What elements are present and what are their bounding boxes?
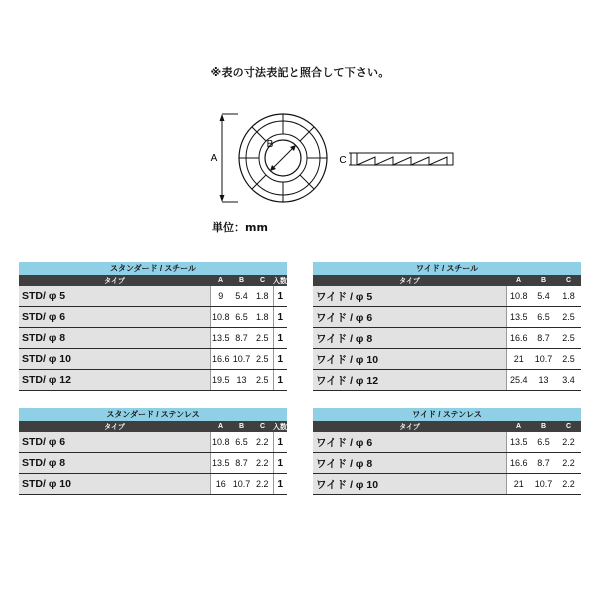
cell-qty: 1	[273, 474, 287, 495]
cell-qty: 1	[273, 307, 287, 328]
cell-type: ワイド / φ 10	[313, 349, 506, 370]
cell-qty: 1	[273, 328, 287, 349]
cell-c: 1.8	[252, 286, 273, 307]
table-row	[19, 453, 287, 474]
table-row	[19, 474, 287, 495]
cell-a: 10.8	[210, 307, 231, 328]
cell-b: 10.7	[231, 474, 252, 495]
cell-a: 21	[506, 474, 531, 495]
cell-c: 2.5	[556, 307, 581, 328]
cell-type: ワイド / φ 8	[313, 453, 506, 474]
cell-a: 21	[506, 349, 531, 370]
cell-type: STD/ φ 6	[19, 432, 210, 453]
cell-type: STD/ φ 8	[19, 328, 210, 349]
table-title: スタンダード / スチール	[19, 262, 287, 275]
cell-c: 2.5	[252, 328, 273, 349]
label-a: A	[210, 153, 218, 164]
cell-a: 25.4	[506, 370, 531, 391]
col-header: A	[506, 421, 531, 432]
cell-b: 10.7	[231, 349, 252, 370]
cell-type: STD/ φ 5	[19, 286, 210, 307]
table-title: スタンダード / ステンレス	[19, 408, 287, 421]
cell-type: ワイド / φ 12	[313, 370, 506, 391]
cell-type: ワイド / φ 8	[313, 328, 506, 349]
table-row	[313, 307, 581, 328]
cell-c: 2.2	[252, 453, 273, 474]
col-header: 入数	[273, 275, 287, 286]
cell-b: 5.4	[231, 286, 252, 307]
cell-qty: 1	[273, 370, 287, 391]
cell-a: 9	[210, 286, 231, 307]
cell-qty: 1	[273, 286, 287, 307]
cell-a: 16.6	[210, 349, 231, 370]
col-header: B	[231, 421, 252, 432]
cell-a: 16	[210, 474, 231, 495]
col-header: B	[531, 421, 556, 432]
cell-qty: 1	[273, 432, 287, 453]
cell-b: 5.4	[531, 286, 556, 307]
table-wide-stainless	[313, 408, 581, 495]
cell-a: 19.5	[210, 370, 231, 391]
cell-type: STD/ φ 12	[19, 370, 210, 391]
cell-type: STD/ φ 10	[19, 474, 210, 495]
table-row	[19, 286, 287, 307]
unit-label: 単位：mm	[212, 221, 268, 234]
table-row	[313, 328, 581, 349]
cell-a: 13.5	[210, 453, 231, 474]
cell-a: 13.5	[506, 307, 531, 328]
table-row	[313, 349, 581, 370]
cell-c: 3.4	[556, 370, 581, 391]
cell-c: 2.2	[252, 474, 273, 495]
col-header: C	[556, 275, 581, 286]
cell-a: 10.8	[506, 286, 531, 307]
cell-a: 16.6	[506, 328, 531, 349]
cell-qty: 1	[273, 349, 287, 370]
cell-b: 8.7	[531, 453, 556, 474]
cell-c: 2.2	[556, 432, 581, 453]
label-b: B	[266, 139, 274, 150]
table-row	[313, 453, 581, 474]
cell-qty: 1	[273, 453, 287, 474]
col-header: タイプ	[313, 421, 506, 432]
cell-c: 2.2	[252, 432, 273, 453]
cell-c: 2.5	[556, 349, 581, 370]
table-title: ワイド / スチール	[313, 262, 581, 275]
col-header: C	[252, 275, 273, 286]
table-wide-steel	[313, 262, 581, 391]
table-row	[19, 328, 287, 349]
cell-a: 13.5	[210, 328, 231, 349]
cell-a: 16.6	[506, 453, 531, 474]
col-header: A	[210, 421, 231, 432]
col-header: タイプ	[19, 421, 210, 432]
cell-c: 2.2	[556, 453, 581, 474]
col-header: タイプ	[19, 275, 210, 286]
table-row	[313, 432, 581, 453]
table-row	[313, 370, 581, 391]
washer-diagram	[200, 102, 460, 212]
table-std-steel	[19, 262, 287, 391]
col-header: B	[531, 275, 556, 286]
dimension-note: ※表の寸法表記と照合して下さい。	[210, 66, 390, 79]
cell-c: 1.8	[252, 307, 273, 328]
washer-shape	[239, 114, 327, 202]
cell-b: 8.7	[231, 453, 252, 474]
cell-type: STD/ φ 8	[19, 453, 210, 474]
col-header: 入数	[273, 421, 287, 432]
label-c: C	[339, 155, 347, 166]
table-row	[313, 286, 581, 307]
table-row	[313, 474, 581, 495]
table-row	[19, 349, 287, 370]
cell-b: 6.5	[231, 307, 252, 328]
cell-b: 10.7	[531, 474, 556, 495]
col-header: タイプ	[313, 275, 506, 286]
cell-b: 8.7	[231, 328, 252, 349]
washer-side-view	[349, 153, 453, 165]
cell-b: 10.7	[531, 349, 556, 370]
col-header: A	[506, 275, 531, 286]
cell-b: 13	[231, 370, 252, 391]
col-header: C	[252, 421, 273, 432]
cell-type: ワイド / φ 10	[313, 474, 506, 495]
cell-c: 1.8	[556, 286, 581, 307]
table-std-stainless	[19, 408, 287, 495]
cell-type: STD/ φ 6	[19, 307, 210, 328]
table-title: ワイド / ステンレス	[313, 408, 581, 421]
col-header: C	[556, 421, 581, 432]
table-row	[19, 370, 287, 391]
cell-type: ワイド / φ 6	[313, 432, 506, 453]
cell-b: 6.5	[231, 432, 252, 453]
cell-a: 10.8	[210, 432, 231, 453]
cell-b: 6.5	[531, 307, 556, 328]
cell-b: 8.7	[531, 328, 556, 349]
col-header: B	[231, 275, 252, 286]
col-header: A	[210, 275, 231, 286]
cell-c: 2.5	[252, 349, 273, 370]
cell-b: 6.5	[531, 432, 556, 453]
cell-b: 13	[531, 370, 556, 391]
cell-c: 2.2	[556, 474, 581, 495]
cell-type: ワイド / φ 5	[313, 286, 506, 307]
cell-c: 2.5	[556, 328, 581, 349]
cell-c: 2.5	[252, 370, 273, 391]
cell-a: 13.5	[506, 432, 531, 453]
cell-type: STD/ φ 10	[19, 349, 210, 370]
table-row	[19, 432, 287, 453]
cell-type: ワイド / φ 6	[313, 307, 506, 328]
table-row	[19, 307, 287, 328]
